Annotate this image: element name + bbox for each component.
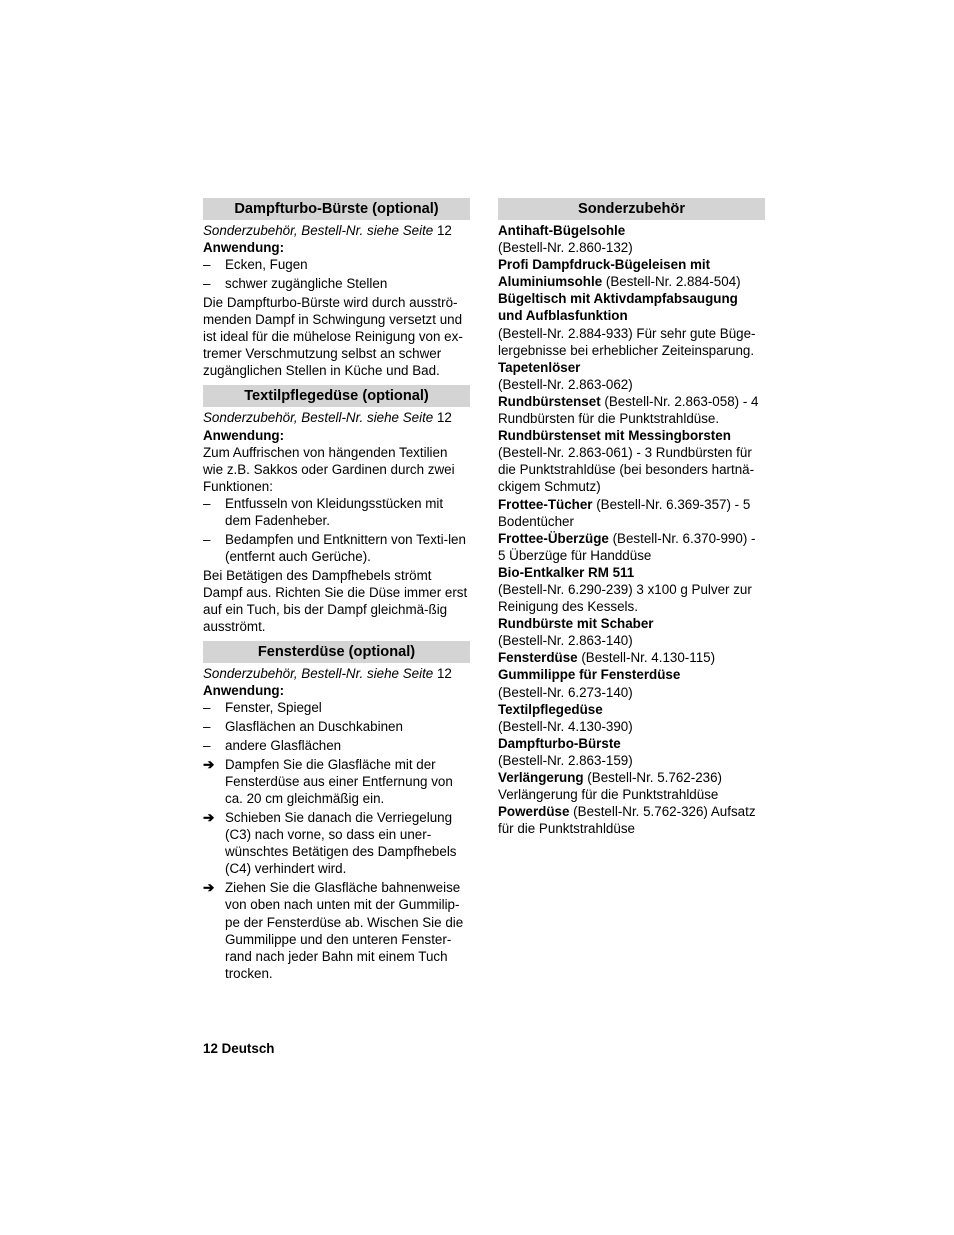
accessory-item xyxy=(498,769,765,803)
dash-icon: – xyxy=(203,738,211,754)
dash-icon: – xyxy=(203,700,211,716)
accessory-name: Antihaft-Bügelsohle xyxy=(498,223,626,238)
reference-page: 12 xyxy=(433,666,452,682)
right-column xyxy=(498,198,765,837)
accessory-detail: (Bestell-Nr. 4.130-115) xyxy=(577,650,716,666)
accessory-name: Rundbürste mit Schaber xyxy=(498,616,654,632)
accessory-name: Dampfturbo-Bürste xyxy=(498,735,621,751)
accessory-detail: (Bestell-Nr. 6.290-239) 3 x100 g Pulver zur Reinigung des Kessels. xyxy=(498,581,752,615)
accessory-name: Powerdüse xyxy=(498,804,570,820)
reference-page: 12 xyxy=(433,223,452,238)
accessory-name: Textilpflegedüse xyxy=(498,701,603,717)
section-heading-sonderzubehoer: Sonderzubehör xyxy=(498,198,765,220)
list-item-text: Entfusseln von Kleidungsstücken mit dem Fadenheber. xyxy=(225,495,444,528)
dash-icon: – xyxy=(203,276,211,292)
accessory-detail: (Bestell-Nr. 2.863-058) - 4 Rundbürsten für die Punktstrahldüse. xyxy=(498,393,759,427)
list-item xyxy=(203,495,470,529)
list-item-text: Ecken, Fugen xyxy=(225,257,308,273)
reference-text: Sonderzubehör, Bestell-Nr. siehe Seite xyxy=(203,666,434,682)
accessory-detail: (Bestell-Nr. 2.863-062) xyxy=(498,376,633,392)
accessory-item xyxy=(498,701,765,735)
accessory-reference xyxy=(203,409,470,426)
step-list xyxy=(203,756,470,982)
accessory-name: Rundbürstenset xyxy=(498,393,601,409)
accessory-item xyxy=(498,803,765,837)
accessory-item xyxy=(498,222,765,256)
accessory-detail: (Bestell-Nr. 4.130-390) xyxy=(498,718,633,734)
accessory-detail: (Bestell-Nr. 2.863-159) xyxy=(498,752,633,768)
list-item-text: andere Glasflächen xyxy=(225,738,342,754)
accessory-reference xyxy=(203,222,470,239)
accessory-detail: (Bestell-Nr. 6.369-357) - 5 Bodentücher xyxy=(498,496,751,529)
section-note: Bei Betätigen des Dampfhebels strömt Dampf aus. Richten Sie die Düse immer erst auf ein Tuch, bis der Dampf gleichmä-ßig ausströmt. xyxy=(203,567,468,635)
usage-intro: Zum Auffrischen von hängenden Textilien wie z.B. Sakkos oder Gardinen durch zwei Funktionen: xyxy=(203,444,455,494)
accessory-item xyxy=(498,290,765,358)
usage-list xyxy=(203,699,470,754)
accessory-detail: (Bestell-Nr. 2.860-132) xyxy=(498,240,633,256)
accessory-detail: (Bestell-Nr. 2.863-140) xyxy=(498,633,633,649)
page-footer: 12 Deutsch xyxy=(203,1041,275,1056)
list-item xyxy=(203,737,470,754)
accessory-name: Tapetenlöser xyxy=(498,359,581,375)
usage-list xyxy=(203,256,470,292)
list-item xyxy=(203,256,470,273)
left-column xyxy=(203,198,470,984)
accessory-item xyxy=(498,530,765,564)
section-body-textilpflege xyxy=(203,407,470,635)
accessory-name: Frottee-Überzüge xyxy=(498,530,609,546)
list-item xyxy=(203,531,470,565)
section-description: Die Dampfturbo-Bürste wird durch ausströ-menden Dampf in Schwingung versetzt und ist ideal für die mühelose Reinigung von ex-tremer Verschmutzung selbst an schwer zugänglichen Stellen in Küche und Bad. xyxy=(203,294,463,379)
accessory-name: Profi Dampfdruck-Bügeleisen mit Aluminiumsohle xyxy=(498,257,711,290)
accessory-item xyxy=(498,666,765,700)
list-item xyxy=(203,718,470,735)
section-heading-fensterduese: Fensterdüse (optional) xyxy=(203,641,470,663)
usage-label: Anwendung: xyxy=(203,240,285,256)
reference-page: 12 xyxy=(433,410,452,426)
step-item xyxy=(203,879,470,982)
accessory-item xyxy=(498,256,765,290)
section-heading-dampfturbo: Dampfturbo-Bürste (optional) xyxy=(203,198,470,220)
accessory-item xyxy=(498,735,765,769)
accessory-name: Fensterdüse xyxy=(498,650,578,666)
accessory-item xyxy=(498,496,765,530)
arrow-right-icon: ➔ xyxy=(203,757,215,773)
accessory-item xyxy=(498,359,765,393)
reference-text: Sonderzubehör, Bestell-Nr. siehe Seite xyxy=(203,223,434,238)
step-item xyxy=(203,756,470,807)
accessory-detail: (Bestell-Nr. 2.884-933) Für sehr gute Büge-lergebnisse bei erheblicher Zeiteinsparung. xyxy=(498,325,756,358)
reference-text: Sonderzubehör, Bestell-Nr. siehe Seite xyxy=(203,410,434,426)
arrow-right-icon: ➔ xyxy=(203,810,215,826)
accessory-list xyxy=(498,220,765,837)
list-item-text: schwer zugängliche Stellen xyxy=(225,276,388,292)
usage-list xyxy=(203,495,470,565)
usage-label: Anwendung: xyxy=(203,427,285,443)
accessory-name: Gummilippe für Fensterdüse xyxy=(498,667,681,683)
usage-label: Anwendung: xyxy=(203,683,285,699)
accessory-detail: (Bestell-Nr. 2.863-061) - 3 Rundbürsten für die Punktstrahldüse (bei besonders hartnä-ckigem Schmutz) xyxy=(498,445,755,495)
accessory-name: Rundbürstenset mit Messingborsten xyxy=(498,428,731,444)
step-item xyxy=(203,809,470,877)
arrow-right-icon: ➔ xyxy=(203,880,215,896)
list-item-text: Glasflächen an Duschkabinen xyxy=(225,719,403,735)
accessory-name: Frottee-Tücher xyxy=(498,496,593,512)
step-text: Schieben Sie danach die Verriegelung (C3) nach vorne, so dass ein uner-wünschtes Betätigen des Dampfhebels (C4) verhindert wird. xyxy=(225,810,457,877)
dash-icon: – xyxy=(203,495,211,511)
accessory-detail: (Bestell-Nr. 6.273-140) xyxy=(498,684,633,700)
accessory-item xyxy=(498,615,765,649)
list-item xyxy=(203,699,470,716)
accessory-name: Verlängerung xyxy=(498,770,584,785)
accessory-name: Bügeltisch mit Aktivdampfabsaugung und Aufblasfunktion xyxy=(498,291,738,324)
accessory-detail: (Bestell-Nr. 2.884-504) xyxy=(602,274,741,290)
accessory-detail: (Bestell-Nr. 5.762-326) Aufsatz für die Punktstrahldüse xyxy=(498,804,756,837)
dash-icon: – xyxy=(203,531,211,547)
accessory-detail: (Bestell-Nr. 5.762-236) Verlängerung für die Punktstrahldüse xyxy=(498,770,723,803)
accessory-item xyxy=(498,649,765,666)
step-text: Ziehen Sie die Glasfläche bahnenweise von oben nach unten mit der Gummilip-pe der Fensterdüse ab. Wischen Sie die Gummilippe und den unteren Fenster-rand nach jeder Bahn mit einem Tuch trocken. xyxy=(225,880,464,981)
section-body-fensterduese xyxy=(203,663,470,982)
section-heading-textilpflege: Textilpflegedüse (optional) xyxy=(203,385,470,407)
accessory-item xyxy=(498,564,765,615)
step-text: Dampfen Sie die Glasfläche mit der Fensterdüse aus einer Entfernung von ca. 20 cm gleichmäßig ein. xyxy=(225,757,453,807)
list-item-text: Fenster, Spiegel xyxy=(225,700,322,716)
dash-icon: – xyxy=(203,719,211,735)
accessory-name: Bio-Entkalker RM 511 xyxy=(498,564,635,580)
dash-icon: – xyxy=(203,257,211,273)
accessory-reference xyxy=(203,665,470,682)
list-item-text: Bedampfen und Entknittern von Texti-len (entfernt auch Gerüche). xyxy=(225,531,466,564)
accessory-item xyxy=(498,427,765,495)
section-body-dampfturbo xyxy=(203,220,470,379)
accessory-detail: (Bestell-Nr. 6.370-990) - 5 Überzüge für Handdüse xyxy=(498,530,756,563)
list-item xyxy=(203,275,470,292)
accessory-item xyxy=(498,393,765,427)
